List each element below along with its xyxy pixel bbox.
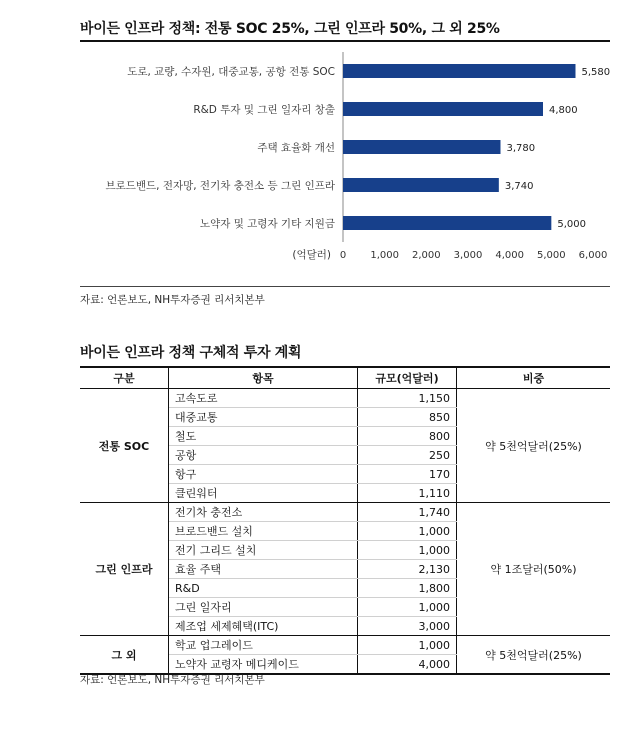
category-cell: 그린 인프라 xyxy=(80,503,169,636)
item-cell: 전기차 충전소 xyxy=(169,503,358,522)
bar-chart xyxy=(0,42,642,282)
header-category: 구분 xyxy=(80,367,169,389)
value-cell: 800 xyxy=(358,427,457,446)
table-row xyxy=(80,636,610,655)
share-cell: 약 5천억달러(25%) xyxy=(457,389,611,503)
category-cell: 전통 SOC xyxy=(80,389,169,503)
value-cell: 1,000 xyxy=(358,636,457,655)
value-cell: 1,000 xyxy=(358,522,457,541)
item-cell: 그린 일자리 xyxy=(169,598,358,617)
share-cell: 약 5천억달러(25%) xyxy=(457,636,611,675)
data-label: 4,800 xyxy=(549,105,578,116)
item-cell: 효율 주택 xyxy=(169,560,358,579)
bar xyxy=(343,102,543,116)
bar xyxy=(343,64,576,78)
category-label: 주택 효율화 개선 xyxy=(257,142,335,154)
item-cell: 항구 xyxy=(169,465,358,484)
item-cell: 철도 xyxy=(169,427,358,446)
value-cell: 1,000 xyxy=(358,598,457,617)
x-tick-label: 4,000 xyxy=(495,250,524,261)
table-row xyxy=(80,503,610,522)
category-label: 노약자 및 고령자 기타 지원금 xyxy=(199,218,335,230)
table-body xyxy=(80,389,610,675)
value-cell: 1,110 xyxy=(358,484,457,503)
chart-source-rule xyxy=(80,286,610,287)
value-cell: 250 xyxy=(358,446,457,465)
value-cell: 170 xyxy=(358,465,457,484)
category-label: 도로, 교량, 수자원, 대중교통, 공항 전통 SOC xyxy=(127,66,335,78)
x-tick-label: 6,000 xyxy=(578,250,608,261)
x-tick-label: 0 xyxy=(339,250,347,261)
investment-table xyxy=(80,366,610,675)
unit-label: (억달러) xyxy=(292,249,331,261)
table-title: 바이든 인프라 정책 구체적 투자 계획 xyxy=(80,345,302,361)
share-cell: 약 1조달러(50%) xyxy=(457,503,611,636)
x-tick-label: 1,000 xyxy=(370,250,399,261)
value-cell: 3,000 xyxy=(358,617,457,636)
value-cell: 1,740 xyxy=(358,503,457,522)
data-label: 5,580 xyxy=(581,67,611,78)
header-item: 항목 xyxy=(169,367,358,389)
chart-source: 자료: 언론보도, NH투자증권 리서치본부 xyxy=(80,294,265,306)
bar xyxy=(343,216,551,230)
x-tick-label: 5,000 xyxy=(537,250,566,261)
value-cell: 1,800 xyxy=(358,579,457,598)
bar xyxy=(343,178,499,192)
x-tick-label: 3,000 xyxy=(453,250,483,261)
header-share: 비중 xyxy=(457,367,611,389)
chart-title: 바이든 인프라 정책: 전통 SOC 25%, 그린 인프라 50%, 그 외 25% xyxy=(80,21,500,37)
table-source: 자료: 언론보도, NH투자증권 리서치본부 xyxy=(80,674,265,686)
item-cell: 노약자 교령자 메디케이드 xyxy=(169,655,358,675)
category-cell: 그 외 xyxy=(80,636,169,675)
category-label: 브로드밴드, 전자망, 전기차 충전소 등 그린 인프라 xyxy=(105,180,335,192)
data-label: 3,740 xyxy=(504,181,534,192)
item-cell: 브로드밴드 설치 xyxy=(169,522,358,541)
header-scale: 규모(억달러) xyxy=(358,367,457,389)
data-label: 3,780 xyxy=(506,143,536,154)
value-cell: 2,130 xyxy=(358,560,457,579)
bar xyxy=(343,140,501,154)
item-cell: 공항 xyxy=(169,446,358,465)
data-label: 5,000 xyxy=(557,219,586,230)
table-header-row xyxy=(80,367,610,389)
item-cell: 제조업 세제혜택(ITC) xyxy=(169,617,358,636)
table-row xyxy=(80,389,610,408)
category-label: R&D 투자 및 그린 일자리 창출 xyxy=(193,104,335,116)
x-tick-label: 2,000 xyxy=(412,250,441,261)
item-cell: 학교 업그레이드 xyxy=(169,636,358,655)
value-cell: 4,000 xyxy=(358,655,457,675)
item-cell: 클린워터 xyxy=(169,484,358,503)
item-cell: 전기 그리드 설치 xyxy=(169,541,358,560)
item-cell: 대중교통 xyxy=(169,408,358,427)
item-cell: R&D xyxy=(169,579,358,598)
item-cell: 고속도로 xyxy=(169,389,358,408)
value-cell: 1,000 xyxy=(358,541,457,560)
value-cell: 850 xyxy=(358,408,457,427)
value-cell: 1,150 xyxy=(358,389,457,408)
